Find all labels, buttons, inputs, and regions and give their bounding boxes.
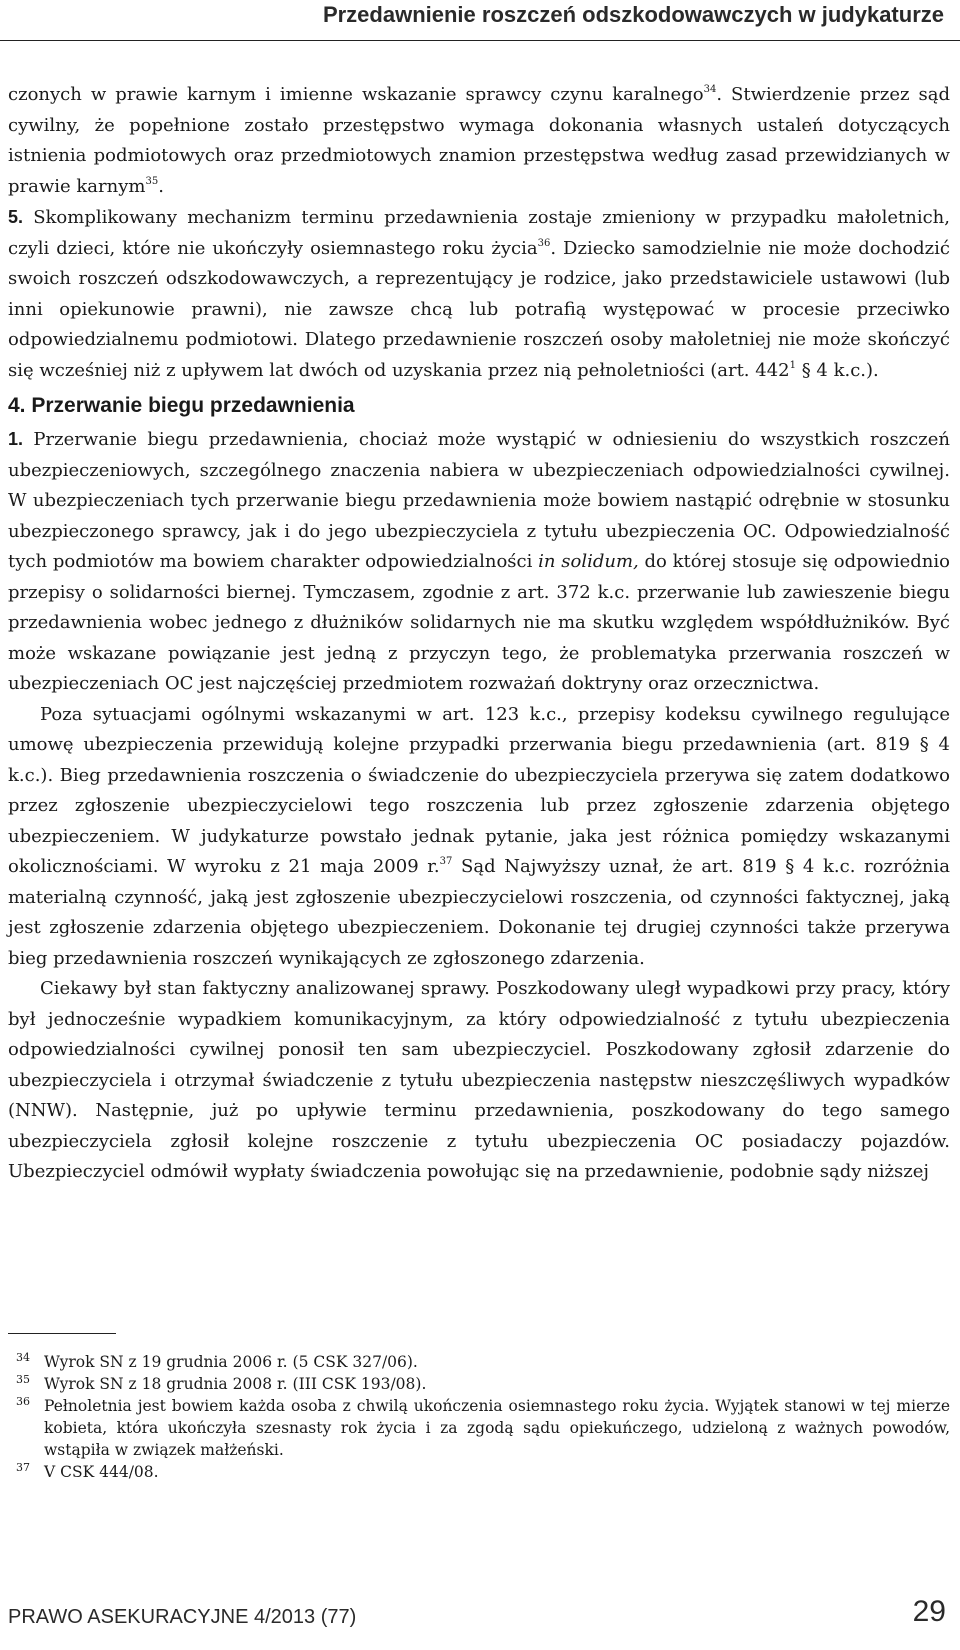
superscript-1: 1 [789,359,796,371]
footnote-number: 35 [16,1373,30,1386]
footnote-37 [8,1461,950,1483]
page-number: 29 [912,1595,946,1628]
body-text [8,80,950,1188]
text-run: . [158,175,164,197]
footnote-ref-34[interactable]: 34 [703,84,717,95]
text-run: . Dziecko samodzielnie nie może dochodzić swoich roszczeń odszkodowawczych, a reprezentujący je rodzice, jako przedstawiciele ustawowi (lub inni opiekunowie prawni), nie zawsze chcą lub potrafią występować w procesie przeciwko odpowiedzialnemu podmiotowi. Dlatego przedawnienie roszczeń osoby małoletniej nie może skończyć się wcześniej niż z upływem lat dwóch od uzyskania przez nią pełnoletniości (art. 442 [8,237,950,381]
text-run: . Stwierdzenie przez sąd cywilny, że popełnione zostało przestępstwo wymaga dokonania własnych ustaleń dotyczących istnienia podmiotowych oraz przedmiotowych znamion przestępstwa według zasad przewidzianych w prawie karnym [8,84,950,197]
footnote-rule [8,1333,116,1334]
footnote-text: Pełnoletnia jest bowiem każda osoba z chwilą ukończenia osiemnastego roku życia. Wyjątek stanowi w tej mierze kobieta, która ukończyła szesnasty rok życia i za zgodą sądu opiekuńczego, udzieloną z ważnych powodów, wstąpiła w związek małżeński. [44,1397,950,1459]
footnote-number: 36 [16,1395,30,1408]
footnote-35 [8,1373,950,1395]
footnote-34 [8,1351,950,1373]
text-run: do której stosuje się odpowiednio przepisy o solidarności biernej. Tymczasem, zgodnie z art. 372 k.c. przerwanie lub zawieszenie biegu przedawnienia wobec jednego z dłużników solidarnych nie ma skutku względem współdłużników. Być może wskazane powiązanie jest jedną z przyczyn tego, że problematyka przerwania roszczeń w ubezpieczeniach OC jest najczęściej przedmiotem rozważań doktryny oraz orzecznictwa. [8,551,950,694]
paragraph [8,974,950,1188]
text-run: Sąd Najwyższy uznał, że art. 819 § 4 k.c. rozróżnia materialną czynność, jaką jest zgłoszenie ubezpieczycielowi roszczenia, od czynności faktycznej, jaką jest zgłoszenie zdarzenia objętego ubezpieczeniem. Dokonanie tej drugiej czynności także przerywa bieg przedawnienia roszczeń wynikających ze zgłoszonego zdarzenia. [8,856,951,969]
footnote-number: 34 [16,1351,30,1364]
paragraph-1 [8,424,950,700]
header-rule [0,40,960,41]
paragraph-number: 1. [8,429,24,449]
text-run: Przerwanie biegu przedawnienia, chociaż może wystąpić w odniesieniu do wszystkich roszczeń ubezpieczeniowych, szczególnego znaczenia nabiera w ubezpieczeniach odpowiedzialności cywilnej. W ubezpieczeniach tych przerwanie biegu przedawnienia może bowiem nastąpić odrębnie w stosunku ubezpieczonego sprawcy, jak i do jego ubezpieczyciela z tytułu ubezpieczenia OC. Odpowiedzialność tych podmiotów ma bowiem charakter odpowiedzialności [8,429,950,572]
journal-footer: PRAWO ASEKURACYJNE 4/2013 (77) [8,1606,357,1628]
running-header: Przedawnienie roszczeń odszkodowawczych w judykaturze [322,2,944,27]
text-run: czonych w prawie karnym i imienne wskazanie sprawcy czynu karalnego [8,84,704,105]
footnote-36 [8,1395,950,1461]
text-run: § 4 k.c.). [795,359,879,381]
footnote-ref-36[interactable]: 36 [537,237,551,249]
footnotes [8,1351,950,1483]
text-run: Poza sytuacjami ogólnymi wskazanymi w art. 123 k.c., przepisy kodeksu cywilnego regulujące umowę ubezpieczenia przewidują kolejne przypadki przerwania biegu przedawnienia (art. 819 § 4 k.c.). Bieg przedawnienia roszczenia o świadczenie do ubezpieczyciela przerywa się zatem dodatkowo przez zgłoszenie ubezpieczycielowi tego roszczenia lub przez zgłoszenie zdarzenia objętego ubezpieczeniem. W judykaturze powstało jednak pytanie, jaka jest różnica pomiędzy wskazanymi okolicznościami. W wyroku z 21 maja 2009 r. [8,703,950,877]
footnote-number: 37 [16,1461,30,1474]
paragraph-continuation [8,80,950,202]
paragraph [8,700,950,975]
footnote-ref-37[interactable]: 37 [439,856,453,867]
section-heading: 4. Przerwanie biegu przedawnienia [8,394,355,417]
paragraph-5 [8,202,950,386]
paragraph-number: 5. [8,207,24,227]
footnote-text: Wyrok SN z 19 grudnia 2006 r. (5 CSK 327/06). [44,1353,418,1371]
footnote-text: Wyrok SN z 18 grudnia 2008 r. (III CSK 193/08). [44,1375,427,1393]
footnote-text: V CSK 444/08. [44,1463,159,1481]
footnote-ref-35[interactable]: 35 [145,175,159,187]
italic-term: in solidum, [538,551,639,572]
text-run: Ciekawy był stan faktyczny analizowanej sprawy. Poszkodowany uległ wypadkowi przy pracy, który był jednocześnie wypadkiem komunikacyjnym, za który odpowiedzialność z tytułu ubezpieczenia odpowiedzialności cywilnej ponosił ten sam ubezpieczyciel. Poszkodowany zgłosił zdarzenie do ubezpieczyciela i otrzymał świadczenie z tytułu ubezpieczenia następstw nieszczęśliwych wypadków (NNW). Następnie, już po upływie terminu przedawnienia, poszkodowany do tego samego ubezpieczyciela zgłosił kolejne roszczenie z tytułu ubezpieczenia OC posiadaczy pojazdów. Ubezpieczyciel odmówił wypłaty świadczenia powołując się na przedawnienie, podobnie sądy niższej [8,978,950,1182]
text-run: Skomplikowany mechanizm terminu przedawnienia zostaje zmieniony w przypadku małoletnich, czyli dzieci, które nie ukończyły osiemnastego roku życia [8,207,950,259]
